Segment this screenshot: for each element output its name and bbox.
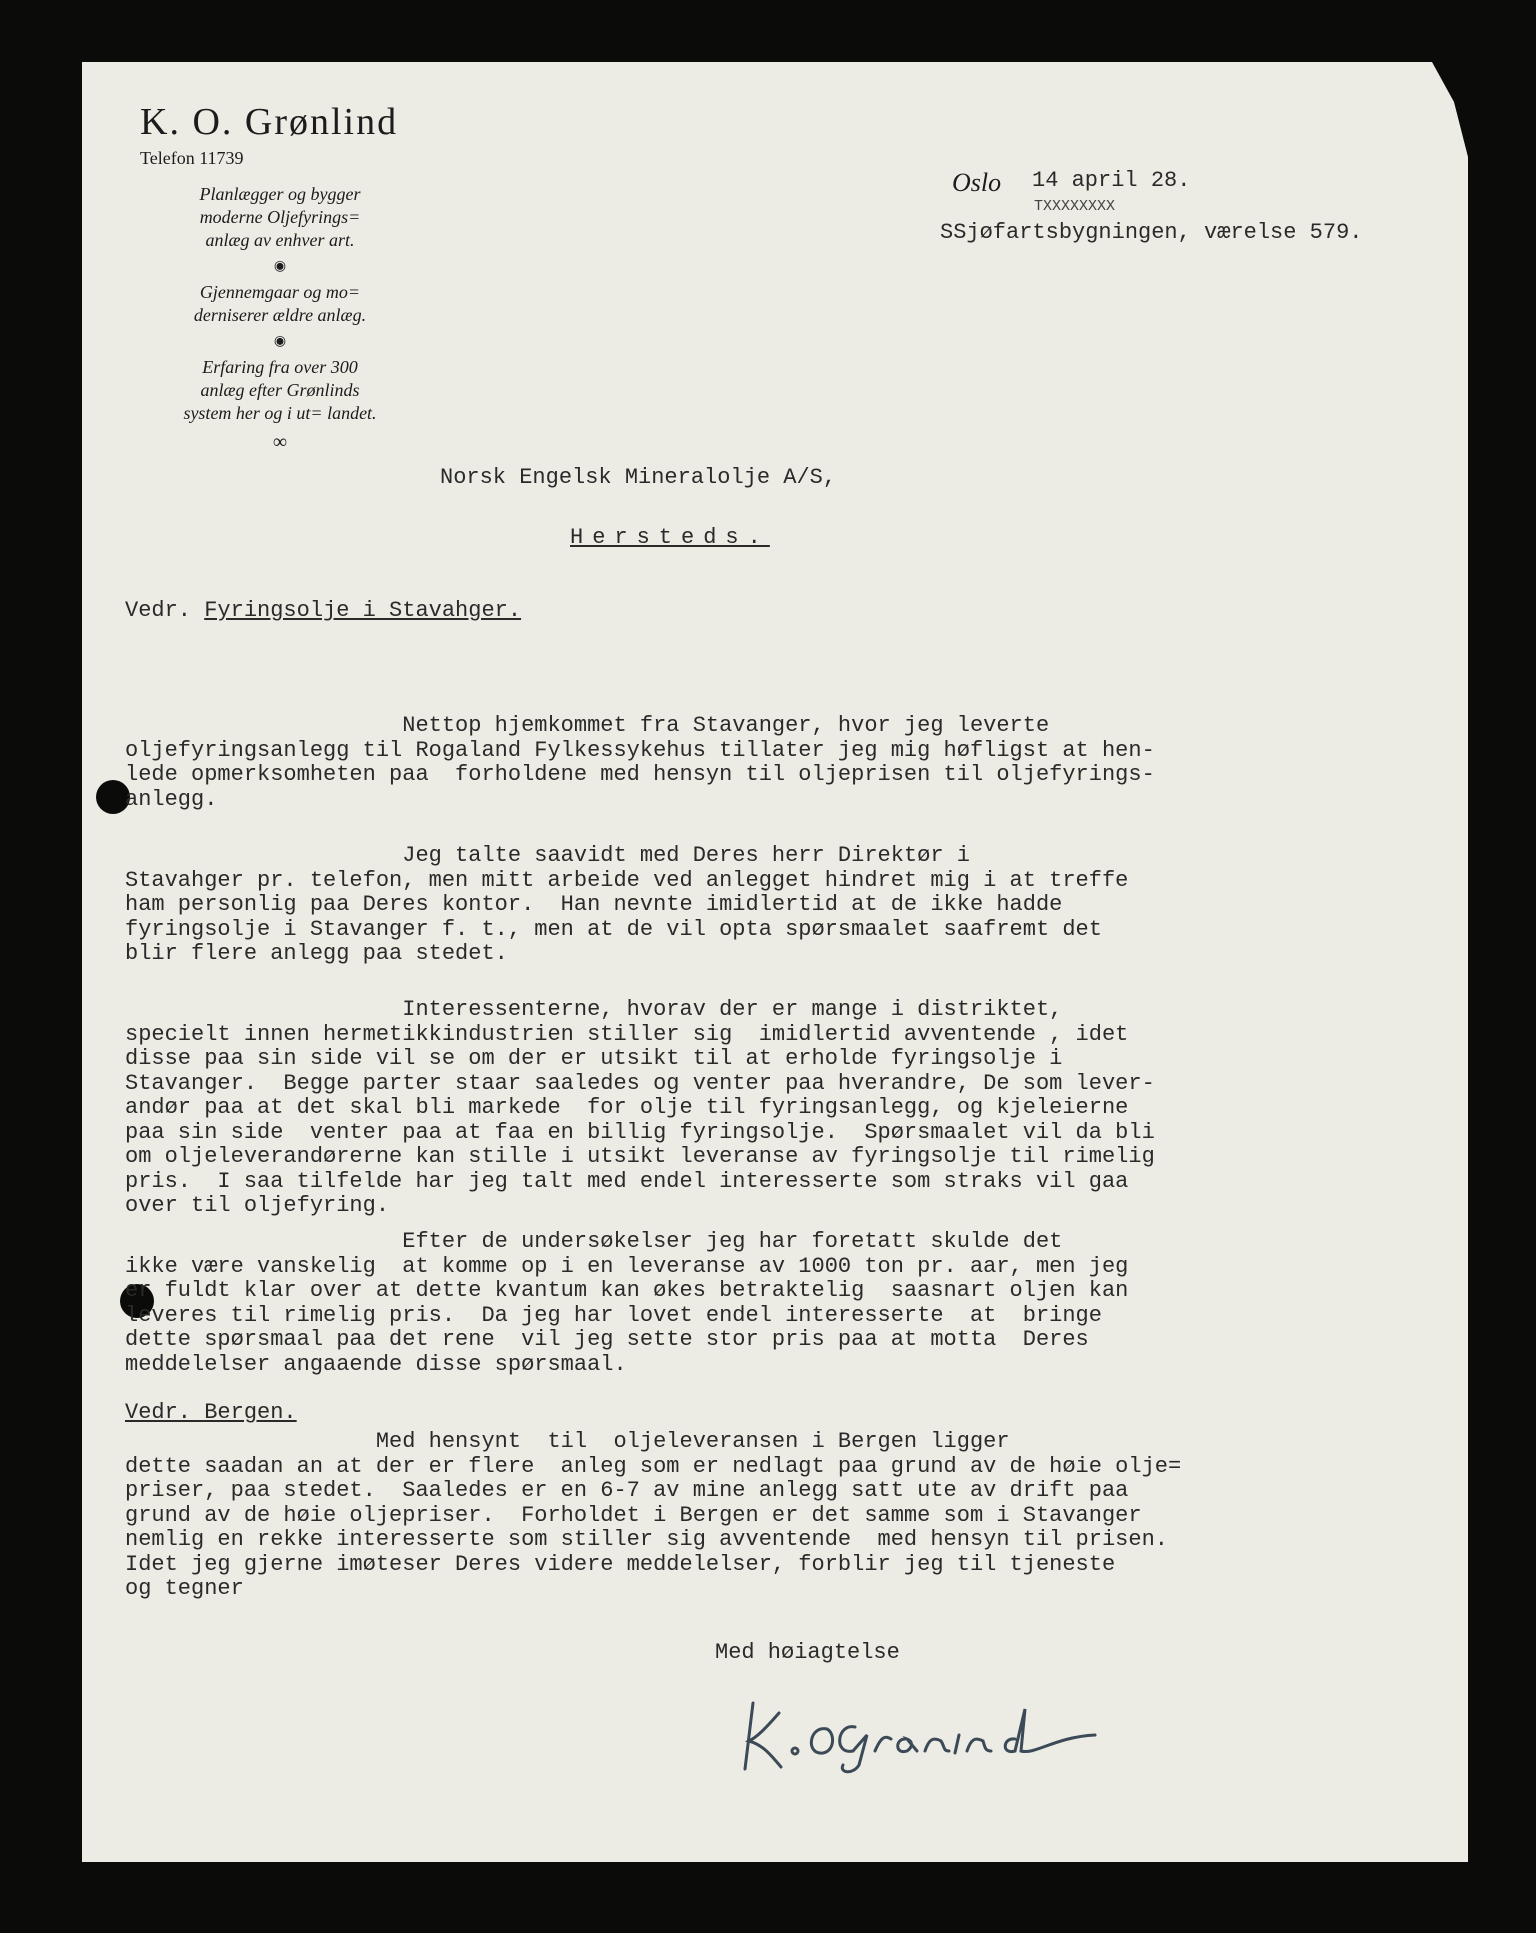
struck-out-text: TXXXXXXXX xyxy=(1034,198,1116,215)
ornament-icon: ∞ xyxy=(272,431,288,453)
recipient-name: Norsk Engelsk Mineralolje A/S, xyxy=(440,465,837,490)
closing-salutation: Med høiagtelse xyxy=(715,1640,900,1665)
service-text: Gjennemgaar og mo= derniserer ældre anlæg. xyxy=(193,282,367,325)
company-phone: Telefon 11739 xyxy=(140,148,244,168)
circle-dot-icon: ◉ xyxy=(273,259,287,274)
date-city: Oslo xyxy=(952,168,1002,197)
subject-prefix: Vedr. xyxy=(125,598,205,623)
service-text: Planlægger og bygger moderne Oljefyrings= anlæg av enhver art. xyxy=(199,184,361,250)
handwritten-signature xyxy=(735,1685,1115,1775)
body-paragraph: Efter de undersøkelser jeg har foretatt skulde det ikke være vanskelig at komme op i en leveranse av 1000 ton pr. aar, men jeg er fuldt klar over at dette kvantum kan økes betraktelig saasnart oljen kan leveres til rimelig pris. Da jeg har lovet endel interesserte at bringe dette spørsmaal paa det rene vil jeg sette stor pris paa at motta Deres meddelelser angaaende disse spørsmaal. xyxy=(125,1229,1129,1377)
body-paragraph-bergen: Med hensynt til oljeleveransen i Bergen ligger dette saadan an at der er flere anleg som er nedlagt paa grund av de høie olje= priser, paa stedet. Saaledes er en 6-7 av mine anlegg satt ute av drift paa grund av de høie oljepriser. Forholdet i Bergen er det samme som i Stavanger nemlig en rekke interesserte som stiller sig avventende med hensyn til prisen. Idet jeg gjerne imøteser Deres videre meddelelser, forblir jeg til tjeneste og tegner xyxy=(125,1429,1182,1601)
letter-date: 14 april 28. xyxy=(1032,168,1191,193)
service-text: Erfaring fra over 300 anlæg efter Grønlinds system her og i ut= landet. xyxy=(183,357,377,423)
body-paragraph: Nettop hjemkommet fra Stavanger, hvor jeg leverte oljefyringsanlegg til Rogaland Fylkessykehus tillater jeg mig høfligst at hen- lede opmerksomheten paa forholdene med hensyn til oljeprisen til oljefyrings- anlegg. xyxy=(125,713,1155,812)
body-paragraph: Interessenterne, hvorav der er mange i distriktet, specielt innen hermetikkindustrien stiller sig imidlertid avventende , idet disse paa sin side vil se om der er utsikt til at erholde fyringsolje i Stavanger. Begge parter staar saaledes og venter paa hverandre, De som lever- andør paa at det skal bli markede for olje til fyringsanlegg, og kjeleierne paa sin side venter paa at faa en billig fyringsolje. Spørsmaalet vil da bli om oljeleverandørerne kan stille i utsikt leveranse av fyringsolje til rimelig pris. I saa tilfelde har jeg talt med endel interesserte som straks vil gaa over til oljefyring. xyxy=(125,997,1155,1218)
body-paragraph: Jeg talte saavidt med Deres herr Direktør i Stavahger pr. telefon, men mitt arbeide ved anlegget hindret mig i at treffe ham personlig paa Deres kontor. Han nevnte imidlertid at de ikke hadde fyringsolje i Stavanger f. t., men at de vil opta spørsmaalet saafremt det blir flere anlegg paa stedet. xyxy=(125,843,1129,966)
recipient-place: Hersteds. xyxy=(570,525,770,550)
circle-dot-icon: ◉ xyxy=(273,334,287,349)
subject-title: Fyringsolje i Stavahger. xyxy=(204,598,522,623)
company-name: K. O. Grønlind xyxy=(140,101,399,143)
sender-address: SSjøfartsbygningen, værelse 579. xyxy=(940,220,1363,245)
subject-line-bergen: Vedr. Bergen. xyxy=(125,1400,297,1425)
letterhead xyxy=(80,100,470,460)
subject-line-stavanger xyxy=(125,598,521,623)
